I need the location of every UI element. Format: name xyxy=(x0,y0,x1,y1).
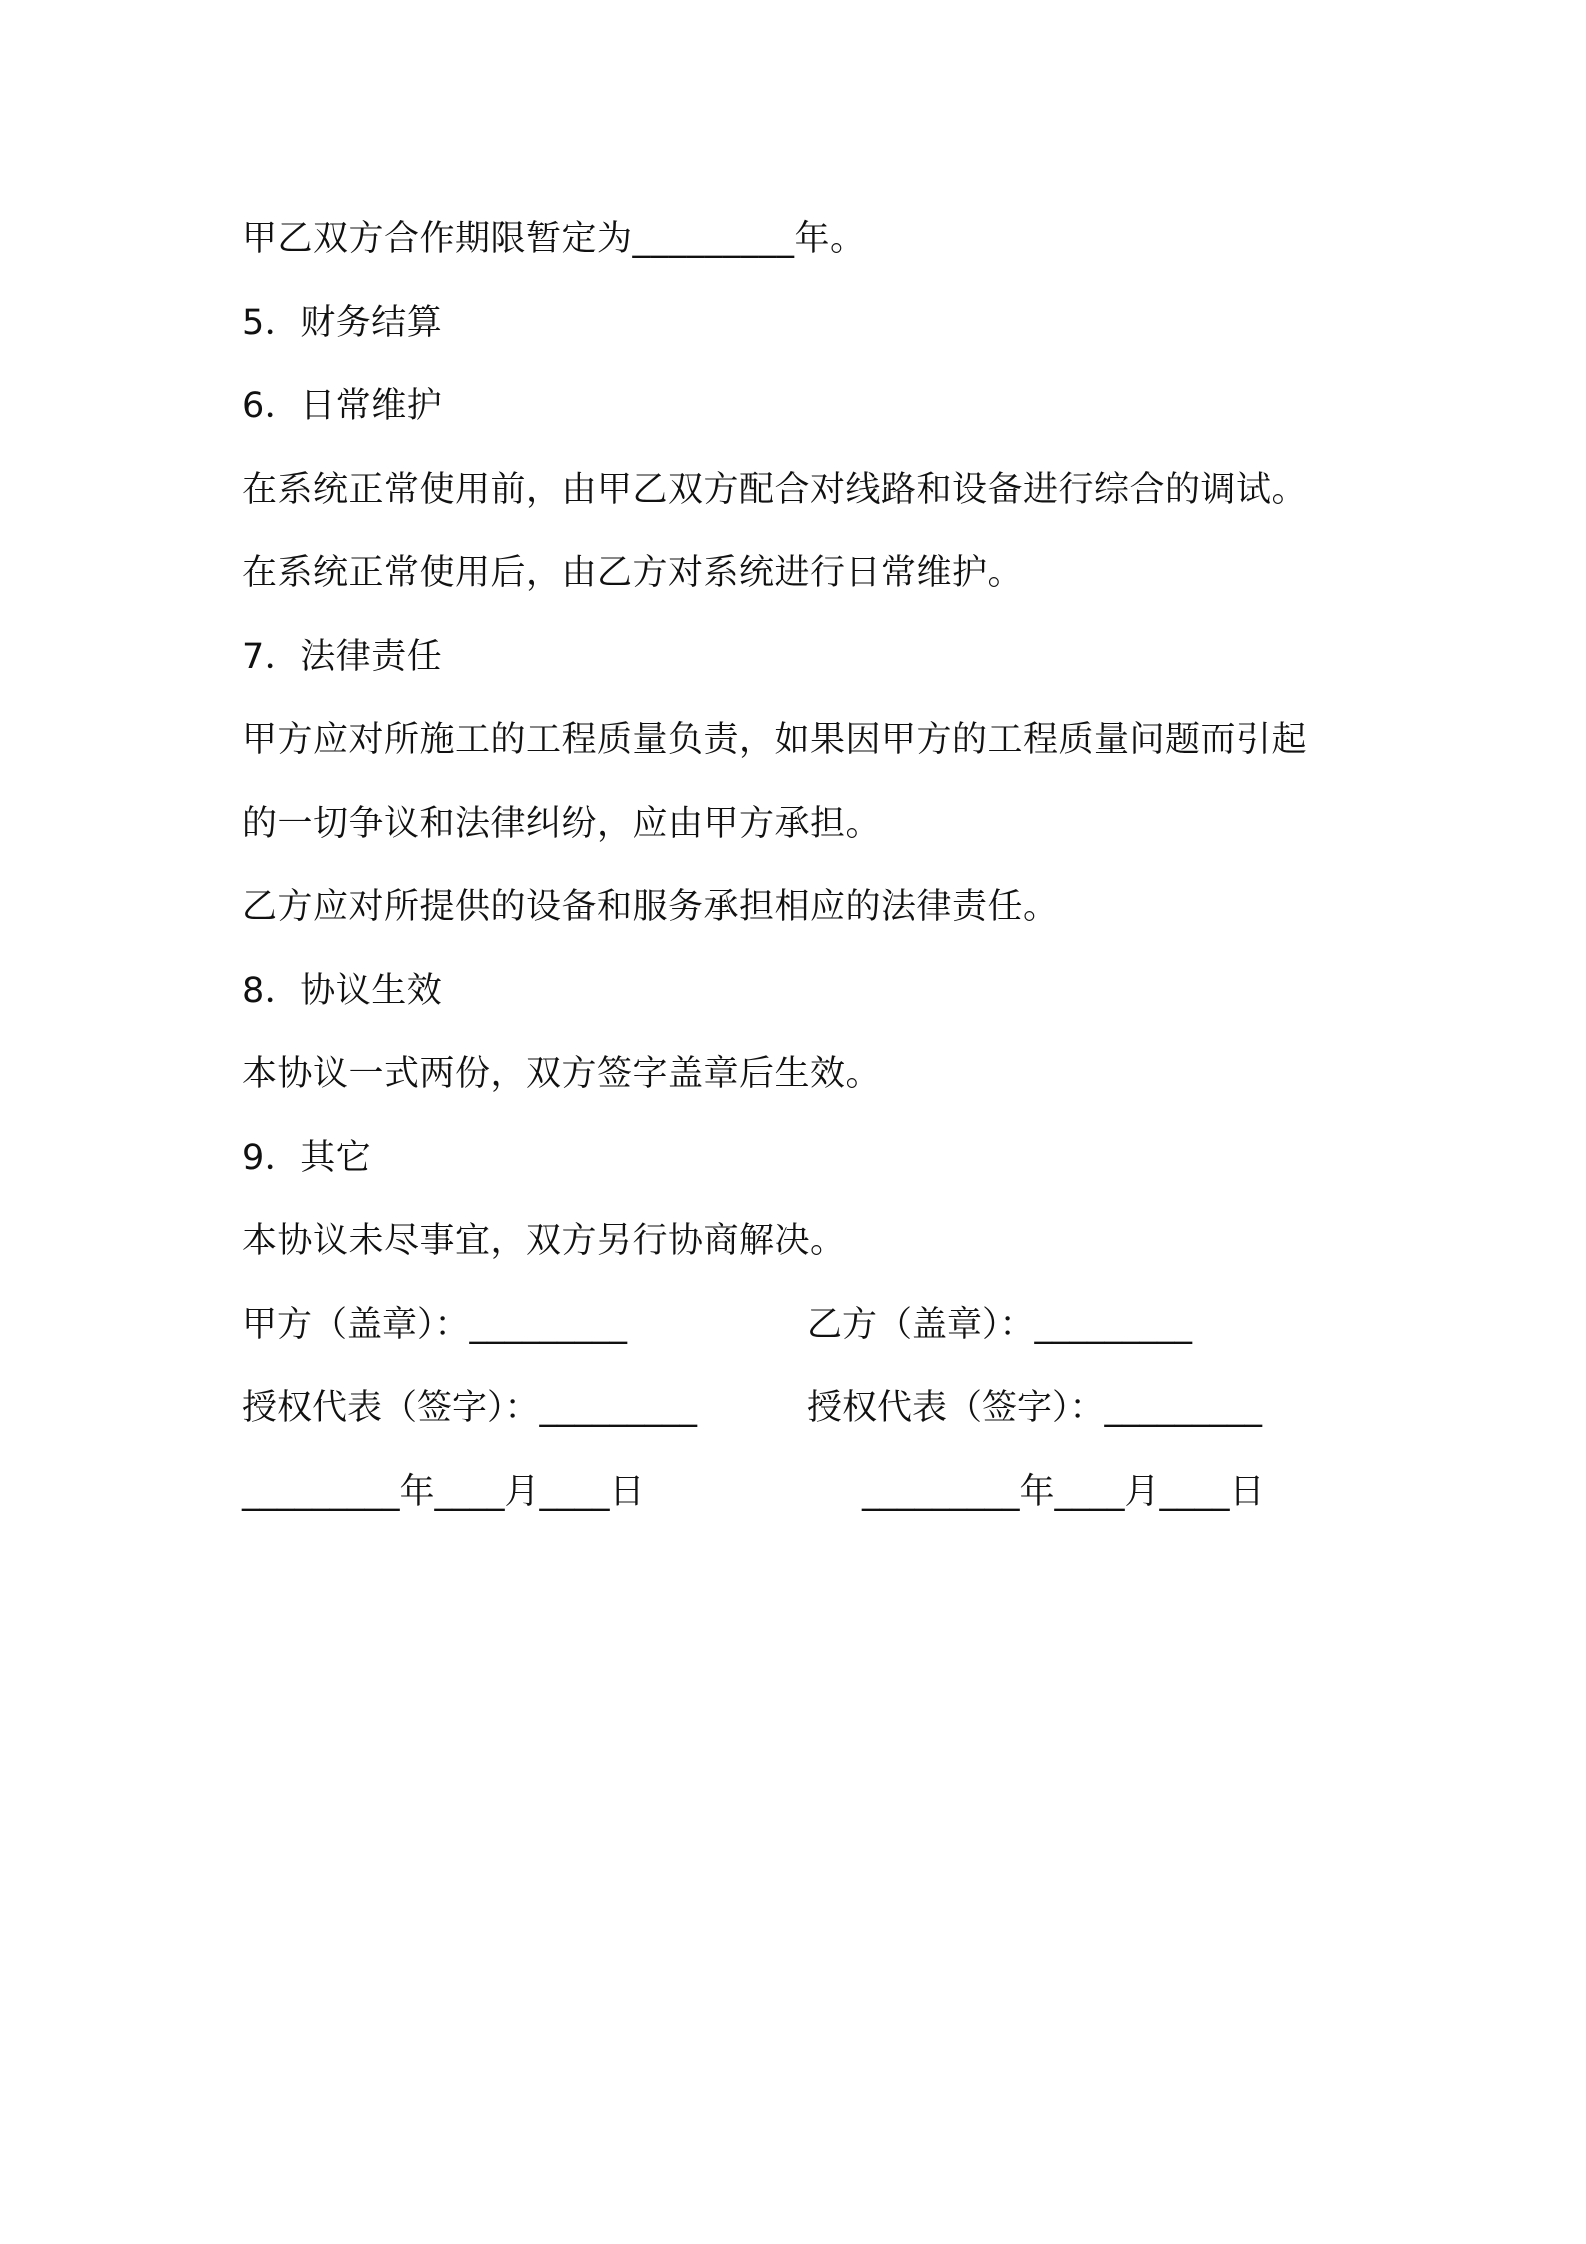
paragraph-legal-a-1: 甲方应对所施工的工程质量负责，如果因甲方的工程质量问题而引起 xyxy=(242,720,1308,760)
paragraph-term: 甲乙双方合作期限暂定为_________年。 xyxy=(242,219,866,259)
signature-rep-row xyxy=(242,1367,1362,1451)
document-body xyxy=(242,198,1362,1534)
party-b-date: _________年____月____日 xyxy=(862,1471,1265,1512)
party-a-date: _________年____月____日 xyxy=(242,1471,645,1512)
paragraph-maintenance-before: 在系统正常使用前，由甲乙双方配合对线路和设备进行综合的调试。 xyxy=(242,469,1308,510)
party-a-rep: 授权代表（签字）：_________ xyxy=(242,1388,698,1428)
heading-maintenance: 6．日常维护 xyxy=(242,386,443,426)
paragraph-maintenance-after: 在系统正常使用后，由乙方对系统进行日常维护。 xyxy=(242,553,1024,593)
party-a-seal: 甲方（盖章）：_________ xyxy=(242,1304,628,1345)
paragraph-legal-a-2: 的一切争议和法律纠纷，应由甲方承担。 xyxy=(242,803,882,844)
party-b-seal: 乙方（盖章）：_________ xyxy=(807,1304,1193,1345)
signature-date-row xyxy=(242,1451,1362,1535)
heading-finance: 5．财务结算 xyxy=(242,302,443,343)
party-b-rep: 授权代表（签字）：_________ xyxy=(807,1388,1263,1428)
heading-legal: 7．法律责任 xyxy=(242,636,443,677)
heading-effective: 8．协议生效 xyxy=(242,970,443,1011)
heading-other: 9．其它 xyxy=(242,1137,372,1178)
paragraph-legal-b: 乙方应对所提供的设备和服务承担相应的法律责任。 xyxy=(242,887,1059,927)
signature-seal-row xyxy=(242,1284,1362,1368)
paragraph-effective: 本协议一式两份，双方签字盖章后生效。 xyxy=(242,1054,882,1094)
paragraph-other: 本协议未尽事宜，双方另行协商解决。 xyxy=(242,1221,846,1261)
